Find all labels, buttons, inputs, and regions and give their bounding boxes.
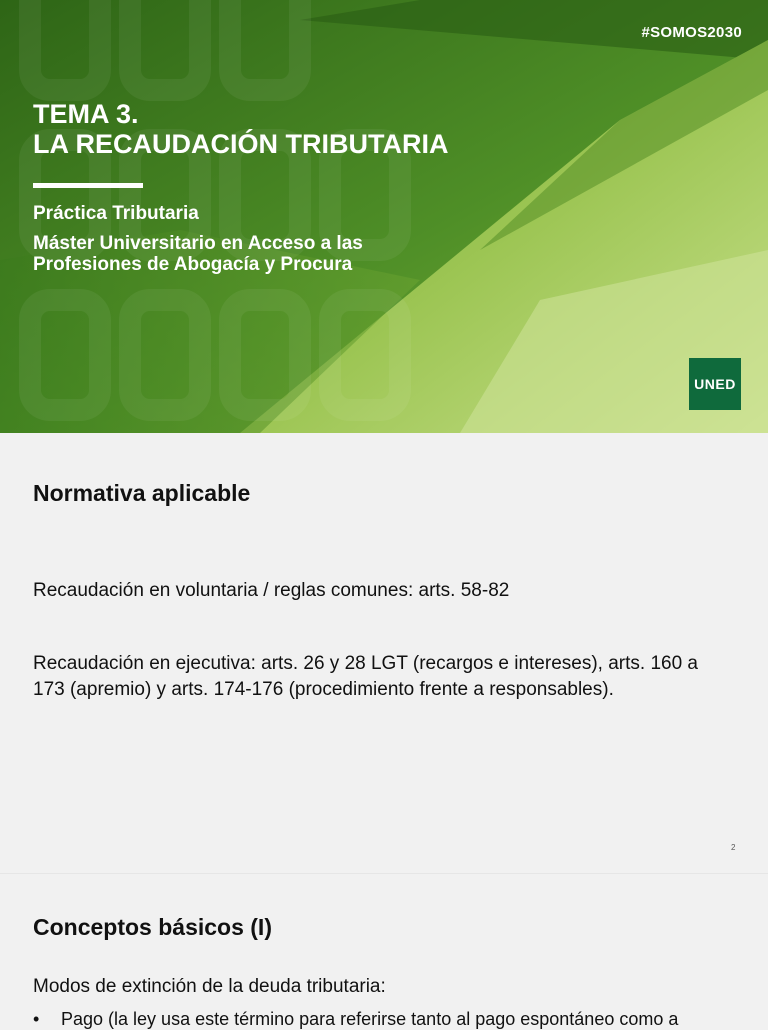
slide-heading: Conceptos básicos (I) (33, 914, 272, 940)
slide-heading: Normativa aplicable (33, 480, 251, 506)
paragraph-voluntaria: Recaudación en voluntaria / reglas comunes: arts. 58-82 (33, 580, 510, 601)
subtitle-program: Máster Universitario en Acceso a las Profesiones de Abogacía y Procura (33, 233, 363, 275)
hashtag-label: #SOMOS2030 (641, 24, 742, 41)
logo-text: UNED (694, 376, 736, 392)
bullet-text: Pago (la ley usa este término para referirse tanto al pago espontáneo como a (61, 1009, 679, 1029)
cover-slide (0, 0, 768, 433)
slide-conceptos (0, 873, 768, 1029)
paragraph-ejecutiva: Recaudación en ejecutiva: arts. 26 y 28 LGT (recargos e intereses), arts. 160 a 173 (apremio) y arts. 174-176 (procedimiento frente a responsables). (33, 653, 698, 700)
list-item (33, 1009, 768, 1030)
title-line-2: LA RECAUDACIÓN TRIBUTARIA (33, 129, 449, 159)
slide-subtitle (33, 203, 453, 275)
slide-title (33, 99, 448, 159)
paragraph-modos: Modos de extinción de la deuda tributaria: (33, 976, 386, 997)
title-line-1: TEMA 3. (33, 99, 139, 129)
page-number: 2 (731, 843, 736, 852)
subtitle-course: Práctica Tributaria (33, 203, 199, 224)
bullet-icon: • (33, 1009, 40, 1029)
title-divider (33, 183, 143, 188)
uned-logo (689, 358, 741, 410)
slide-normativa (0, 433, 768, 873)
